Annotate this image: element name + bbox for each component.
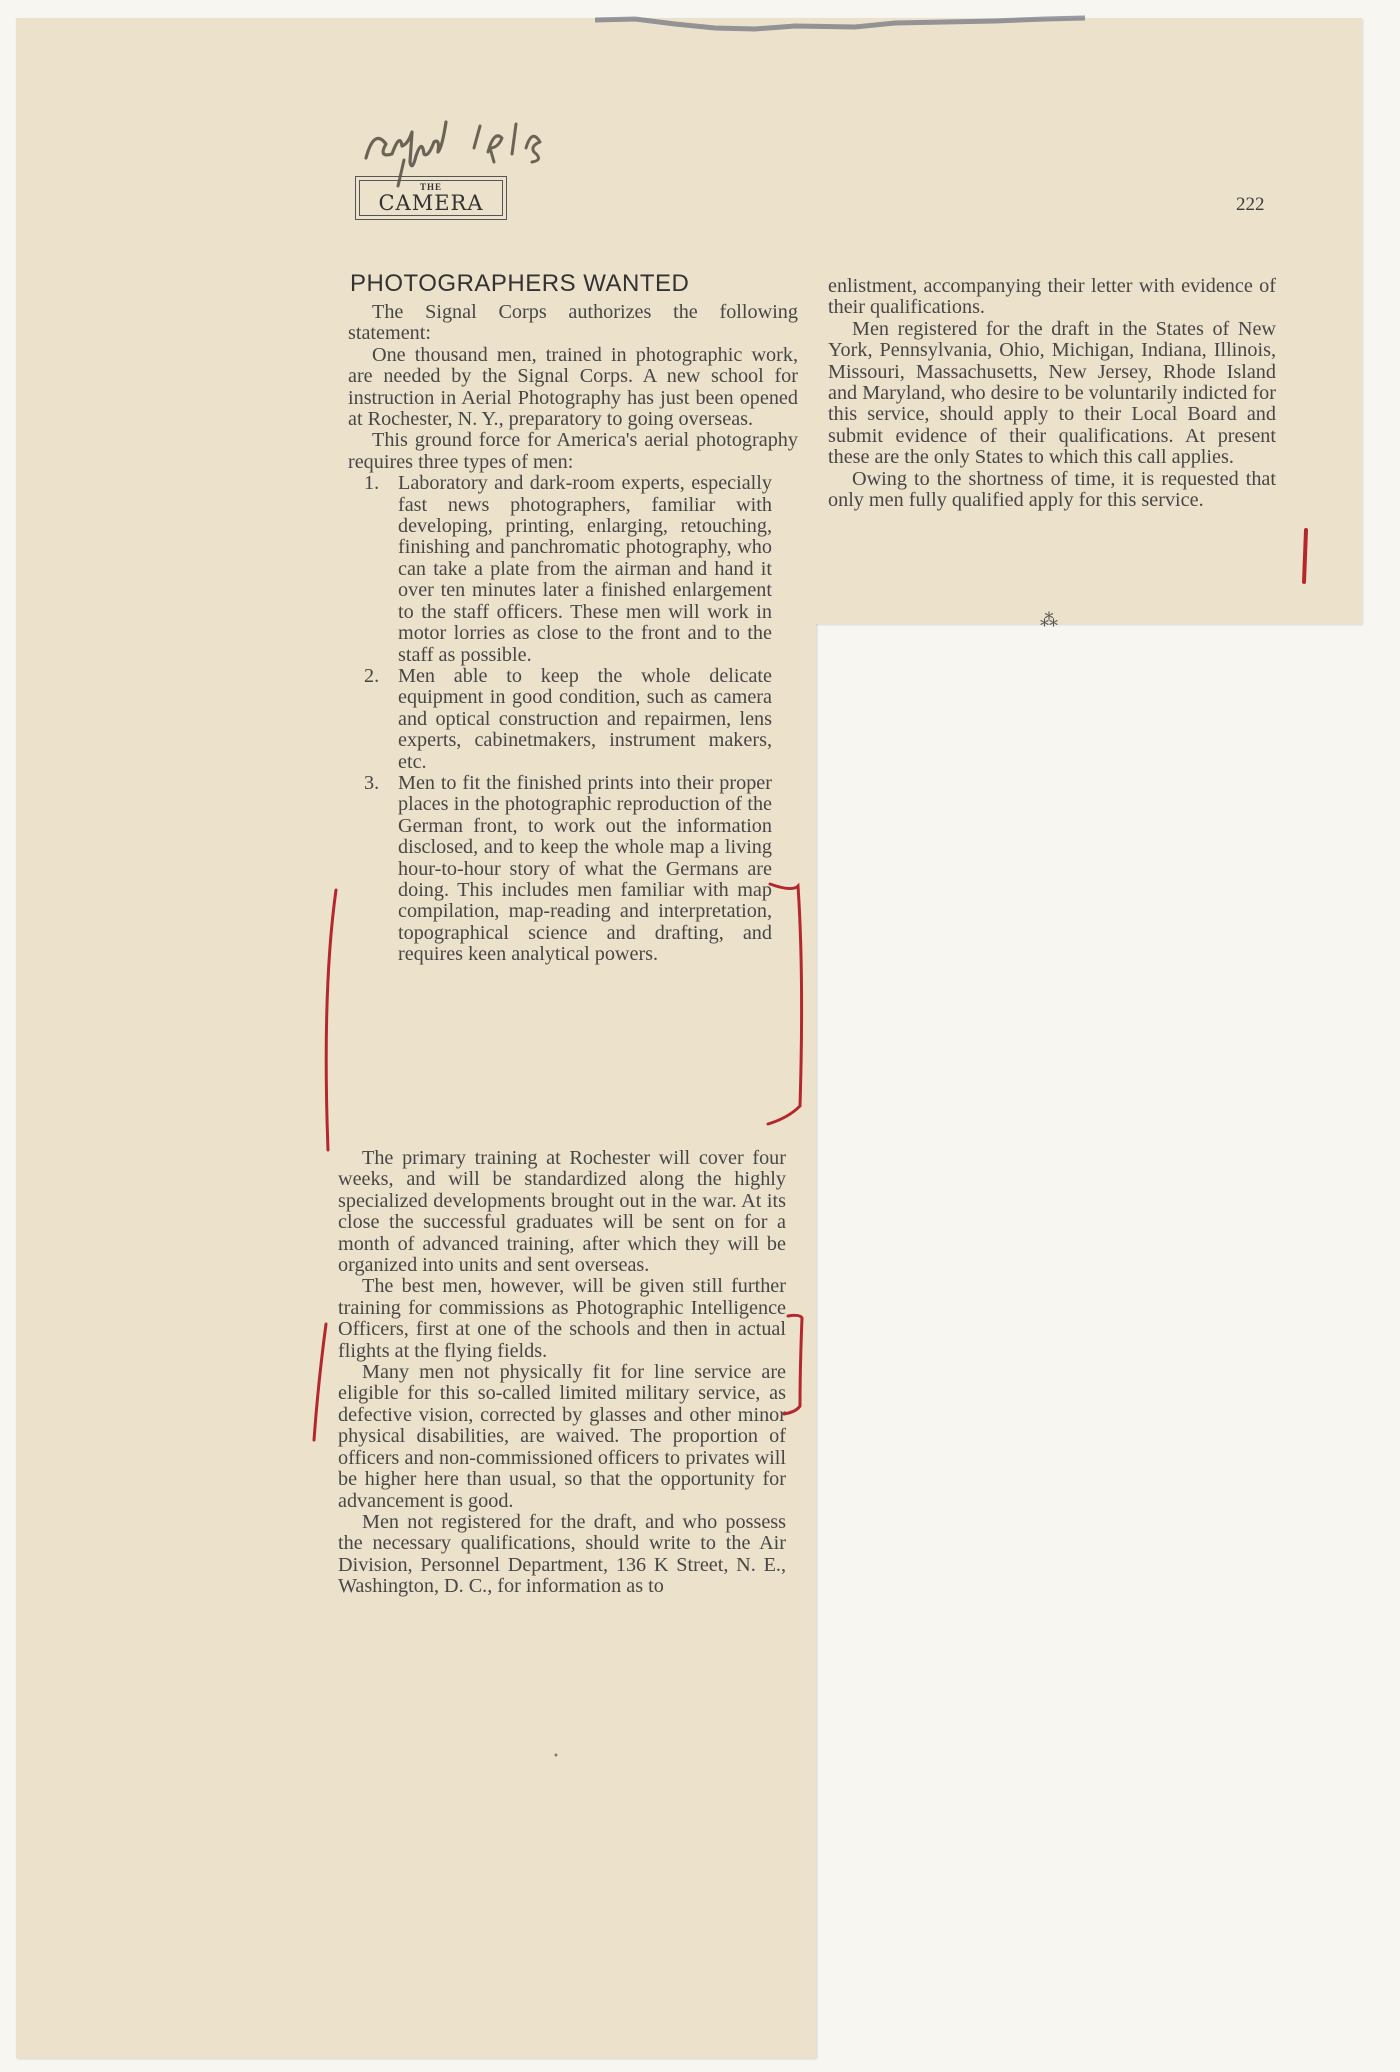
paragraph-6: Men not registered for the draft, and who possess the necessary qualifications, should write to the Air Division, Personnel Department, 136 K Street, N. E., Washington, D. C., for information as to — [338, 1510, 786, 1598]
margin-mark-right — [1304, 530, 1306, 582]
list-text: Men to fit the finished prints into their proper places in the photographic reproduction of the German front, to work out the information disclosed, and to keep the whole map a living hour-to-hour story of what the Germans are doing. This includes men familiar with map compilation, map-reading and interpretation, topographical science and drafting, and requires keen analytical powers. — [398, 771, 772, 966]
right-bracket-item-3 — [768, 884, 802, 1124]
article-title: PHOTOGRAPHERS WANTED — [350, 270, 690, 297]
list-text: Laboratory and dark-room experts, especially fast news photographers, familiar with developing, printing, enlarging, retouching, finishing and panchromatic photography, who can take a plate from the airman and hand it over ten minutes later a finished enlargement to the staff officers. These men will work in motor lorries as close to the front and to the staff as possible. — [398, 472, 772, 666]
paragraph-4: The best men, however, will be given still further training for commissions as Photographic Intelligence Officers, first at one of the schools and then in actual flights at the flying fields. — [338, 1275, 786, 1362]
masthead-prefix: THE — [419, 181, 442, 192]
paragraph-7: enlistment, accompanying their letter with evidence of their qualifications. — [828, 275, 1276, 319]
masthead-name: CAMERA — [378, 190, 484, 215]
end-mark: ⁂ — [1040, 610, 1058, 631]
paragraph-9: Owing to the shortness of time, it is requested that only men fully qualified apply for this service. — [828, 467, 1276, 512]
paragraph-8: Men registered for the draft in the States of New York, Pennsylvania, Ohio, Michigan, Indiana, Illinois, Missouri, Massachusetts, New Jersey, Rhode Island and Maryland, who desire to be voluntarily indicted for this service, should apply to their Local Board and submit evidence of their qualifications. At present these are the only States to which this call applies. — [828, 317, 1276, 469]
speck: • — [553, 1751, 559, 1762]
paragraph-5: Many men not physically fit for line service are eligible for this so-called limited military service, as defective vision, corrected by glasses and other minor physical disabilities, are waived. The proportion of officers and non-commissioned officers to privates will be higher here than usual, so that the opportunity for advancement is good. — [338, 1361, 786, 1512]
paragraph-2: This ground force for America's aerial photography requires three types of men: — [348, 429, 798, 473]
left-bracket-paragraph-4 — [314, 1324, 326, 1440]
page-number: 222 — [1236, 194, 1265, 215]
right-bracket-paragraph-4 — [784, 1315, 802, 1414]
left-bracket-item-3 — [326, 890, 336, 1150]
list-text: Men able to keep the whole delicate equipment in good condition, such as camera and optical construction and repairmen, lens experts, cabinetmakers, instrument makers, etc. — [398, 664, 772, 773]
paragraph-1: One thousand men, trained in photographic work, are needed by the Signal Corps. A new school for instruction in Aerial Photography has just been opened at Rochester, N. Y., preparatory to going overseas. — [348, 343, 798, 431]
paragraph-3: The primary training at Rochester will cover four weeks, and will be standardized along the highly specialized developments brought out in the war. At its close the successful graduates will be sent on for a month of advanced training, after which they will be organized into units and sent overseas. — [338, 1147, 786, 1277]
list-number: 1. — [364, 472, 380, 495]
intro-paragraph: The Signal Corps authorizes the following statement: — [348, 301, 798, 345]
list-number: 3. — [364, 771, 380, 794]
list-number: 2. — [364, 664, 380, 687]
